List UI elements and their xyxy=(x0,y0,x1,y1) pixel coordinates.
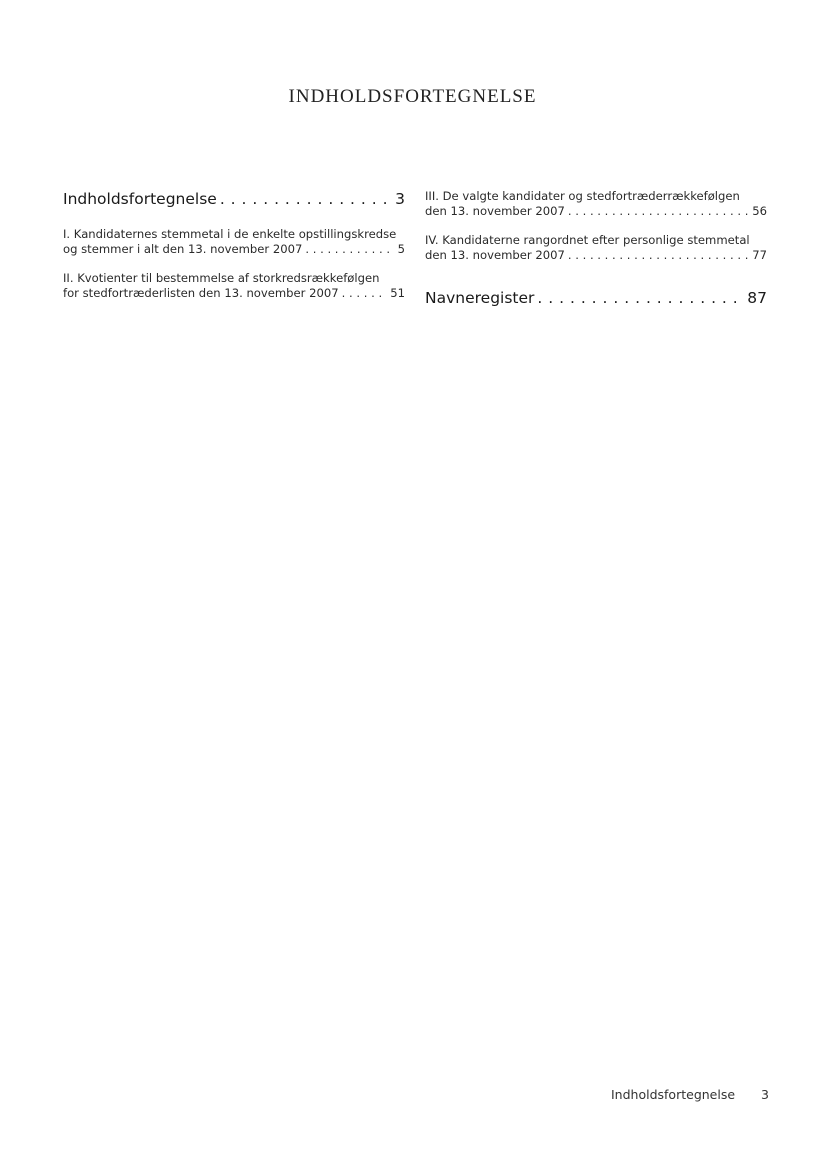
page-title: INDHOLDSFORTEGNELSE xyxy=(288,86,537,107)
leader-dots xyxy=(568,204,749,219)
leader-dots xyxy=(305,242,394,257)
footer-label: Indholdsfortegnelse xyxy=(611,1087,736,1102)
toc-entry-line: den 13. november 2007 xyxy=(425,204,565,218)
leader-dots xyxy=(537,288,744,308)
toc-entry-line: den 13. november 2007 xyxy=(425,248,565,262)
leader-dots xyxy=(220,189,392,209)
toc-entry-line: for stedfortræderlisten den 13. november 2007 xyxy=(63,286,339,300)
toc-page-number: 87 xyxy=(747,289,767,307)
toc-entry-label: Navneregister xyxy=(425,289,535,307)
toc-right-column xyxy=(425,189,767,308)
toc-page-number: 77 xyxy=(752,248,767,262)
toc-page-number: 56 xyxy=(752,204,767,218)
toc-entry-line: IV. Kandidaterne rangordnet efter personlige stemmetal xyxy=(425,233,750,247)
toc-entry-line: III. De valgte kandidater og stedfortræderrækkefølgen xyxy=(425,189,740,203)
leader-dots xyxy=(568,248,749,263)
leader-dots xyxy=(342,286,388,301)
toc-entry-section-1[interactable] xyxy=(63,227,405,257)
toc-page-number: 51 xyxy=(390,286,405,300)
toc-entry-section-3[interactable] xyxy=(425,189,767,219)
toc-left-column xyxy=(63,189,405,301)
toc-entry-label: Indholdsfortegnelse xyxy=(63,190,217,208)
toc-entry-navneregister[interactable] xyxy=(425,288,767,308)
footer-page-number: 3 xyxy=(761,1087,769,1102)
toc-entry-line: II. Kvotienter til bestemmelse af storkredsrækkefølgen xyxy=(63,271,380,285)
toc-page-number: 5 xyxy=(397,242,405,256)
toc-entry-line: I. Kandidaternes stemmetal i de enkelte opstillingskredse xyxy=(63,227,397,241)
toc-entry-line: og stemmer i alt den 13. november 2007 xyxy=(63,242,303,256)
toc-entry-section-4[interactable] xyxy=(425,233,767,263)
toc-page-number: 3 xyxy=(395,190,405,208)
toc-entry-section-2[interactable] xyxy=(63,271,405,301)
page-footer xyxy=(611,1087,769,1102)
toc-entry-indholdsfortegnelse[interactable] xyxy=(63,189,405,209)
